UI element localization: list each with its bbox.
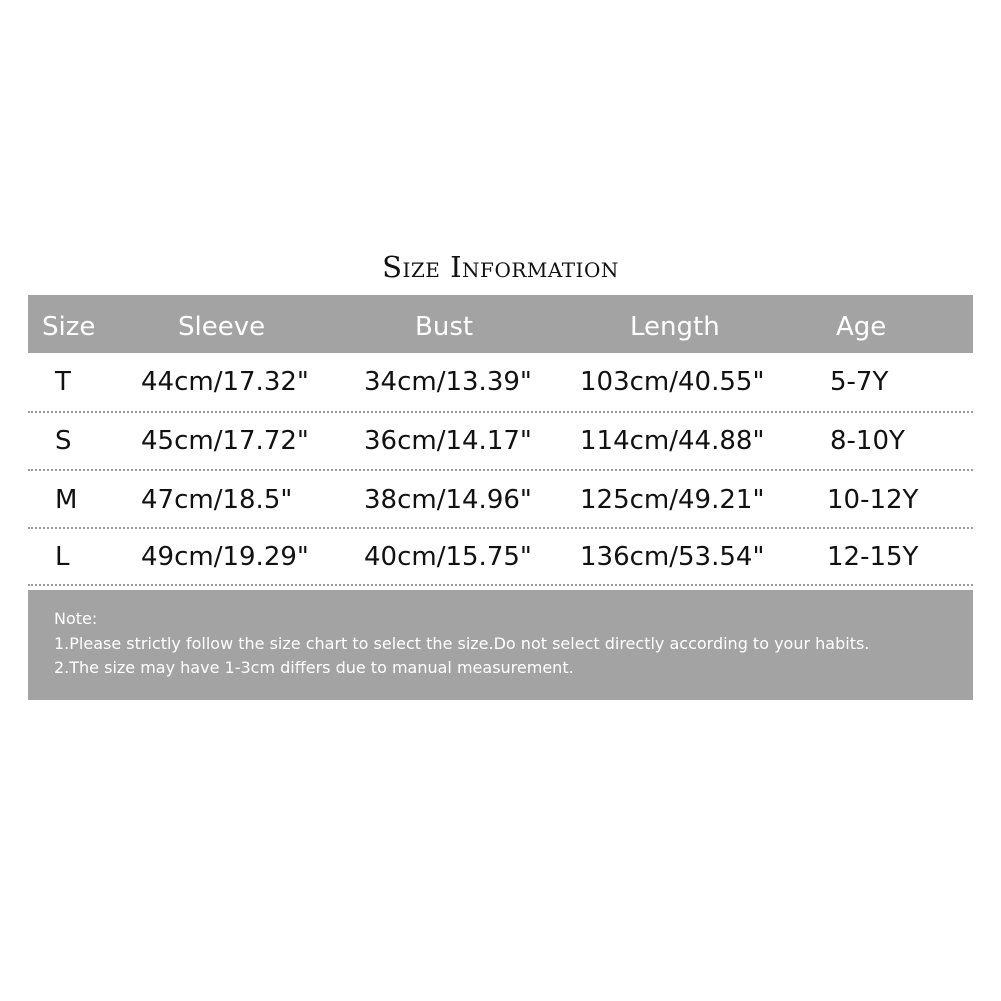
table-header-bar: [28, 295, 973, 353]
note-line-1: 1.Please strictly follow the size chart to select the size.Do not select directly according to your habits.: [54, 634, 870, 653]
header-length: Length: [630, 312, 720, 342]
header-bust: Bust: [415, 312, 474, 342]
row-4-age: 12-15Y: [827, 542, 919, 572]
header-size: Size: [42, 312, 96, 342]
row-divider: [28, 527, 973, 529]
row-4-bust: 40cm/15.75": [364, 542, 532, 572]
row-3-bust: 38cm/14.96": [364, 485, 532, 515]
row-divider: [28, 411, 973, 413]
row-3-length: 125cm/49.21": [580, 485, 765, 515]
row-4-length: 136cm/53.54": [580, 542, 765, 572]
row-divider: [28, 469, 973, 471]
row-2-sleeve: 45cm/17.72": [141, 426, 309, 456]
row-2-age: 8-10Y: [830, 426, 905, 456]
note-line-2: 2.The size may have 1-3cm differs due to manual measurement.: [54, 658, 574, 677]
row-4-sleeve: 49cm/19.29": [141, 542, 309, 572]
row-divider: [28, 584, 973, 586]
row-4-size: L: [55, 542, 70, 572]
row-1-size: T: [55, 367, 71, 397]
page-title: Size Information: [382, 250, 619, 284]
row-2-length: 114cm/44.88": [580, 426, 765, 456]
row-1-length: 103cm/40.55": [580, 367, 765, 397]
row-1-sleeve: 44cm/17.32": [141, 367, 309, 397]
header-sleeve: Sleeve: [178, 312, 266, 342]
row-3-sleeve: 47cm/18.5": [141, 485, 293, 515]
row-2-bust: 36cm/14.17": [364, 426, 532, 456]
row-2-size: S: [55, 426, 72, 456]
row-1-age: 5-7Y: [830, 367, 889, 397]
row-3-age: 10-12Y: [827, 485, 919, 515]
note-label: Note:: [54, 609, 98, 628]
row-3-size: M: [55, 485, 78, 515]
header-age: Age: [836, 312, 887, 342]
row-1-bust: 34cm/13.39": [364, 367, 532, 397]
